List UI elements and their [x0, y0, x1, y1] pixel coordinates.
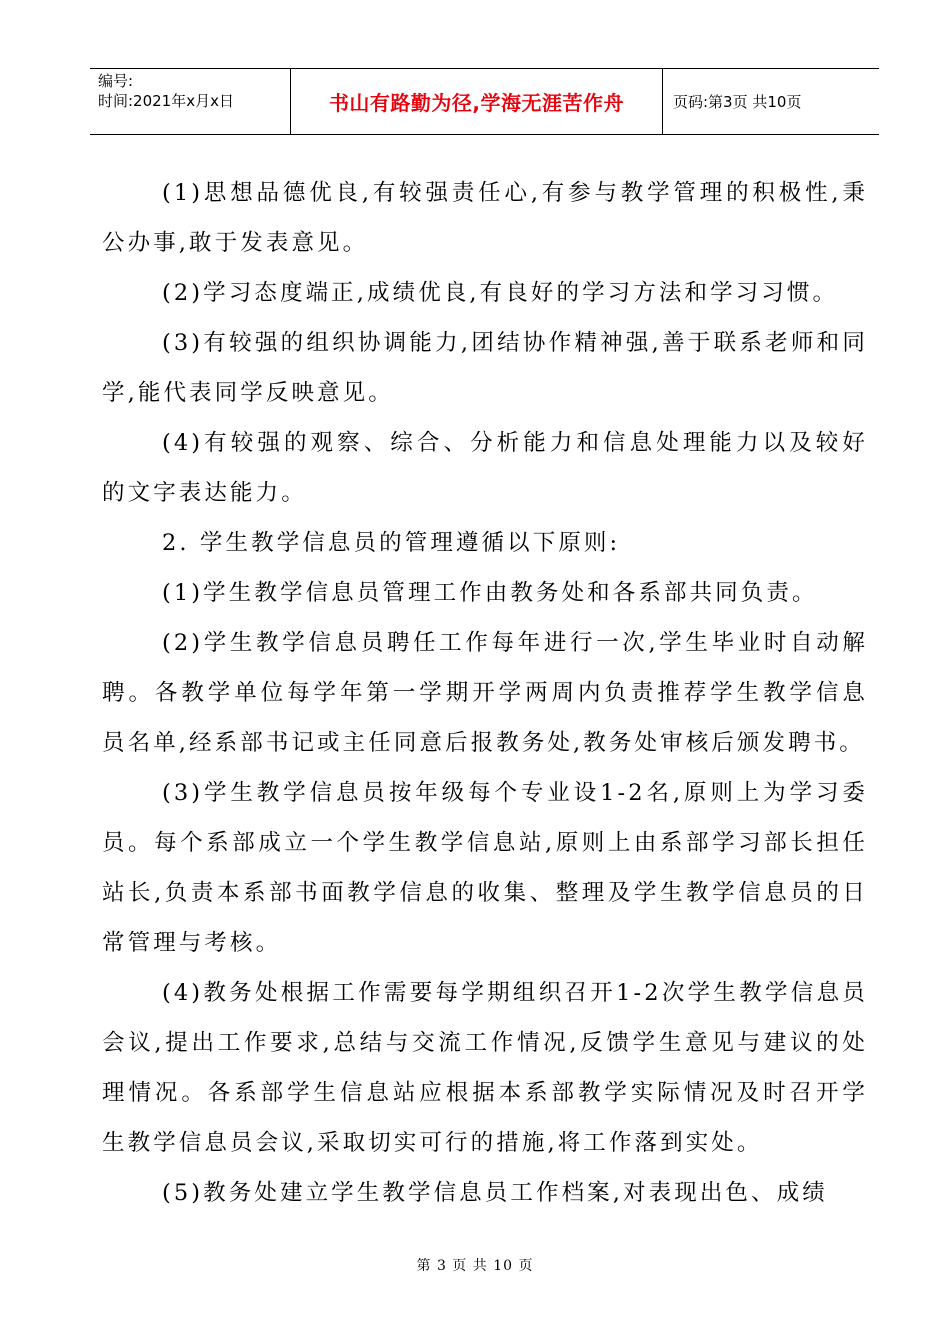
page-footer: 第 3 页 共 10 页 [416, 1258, 534, 1274]
paragraph: (1)学生教学信息员管理工作由教务处和各系部共同负责。 [162, 580, 818, 606]
document-body [102, 168, 868, 1218]
header-slogan: 书山有路勤为径,学海无涯苦作舟 [291, 69, 663, 134]
serial-number-label: 编号: [98, 72, 134, 90]
paragraph: (4)有较强的观察、综合、分析能力和信息处理能力以及较好的文字表达能力。 [102, 430, 868, 506]
paragraph: (2)学习态度端正,成绩优良,有良好的学习方法和学习习惯。 [162, 280, 839, 306]
paragraph: (3)学生教学信息员按年级每个专业设1-2名,原则上为学习委员。每个系部成立一个学生教学信息站,原则上由系部学习部长担任站长,负责本系部书面教学信息的收集、整理及学生教学信息员的日常管理与考核。 [102, 780, 868, 956]
page-header [90, 68, 879, 135]
section-heading: 2. 学生教学信息员的管理遵循以下原则: [162, 530, 621, 556]
date-label: 时间:2021年x月x日 [98, 92, 234, 110]
paragraph: (3)有较强的组织协调能力,团结协作精神强,善于联系老师和同学,能代表同学反映意见。 [102, 330, 868, 406]
paragraph: (2)学生教学信息员聘任工作每年进行一次,学生毕业时自动解聘。各教学单位每学年第一学期开学两周内负责推荐学生教学信息员名单,经系部书记或主任同意后报教务处,教务处审核后颁发聘书。 [102, 630, 868, 756]
header-meta [90, 69, 291, 134]
header-page-number: 页码:第3页 共10页 [673, 93, 802, 111]
paragraph: (4)教务处根据工作需要每学期组织召开1-2次学生教学信息员会议,提出工作要求,总结与交流工作情况,反馈学生意见与建议的处理情况。各系部学生信息站应根据本系部教学实际情况及时召开学生教学信息员会议,采取切实可行的措施,将工作落到实处。 [102, 980, 868, 1156]
paragraph: (1)思想品德优良,有较强责任心,有参与教学管理的积极性,秉公办事,敢于发表意见。 [102, 180, 868, 256]
paragraph: (5)教务处建立学生教学信息员工作档案,对表现出色、成绩 [162, 1180, 828, 1206]
